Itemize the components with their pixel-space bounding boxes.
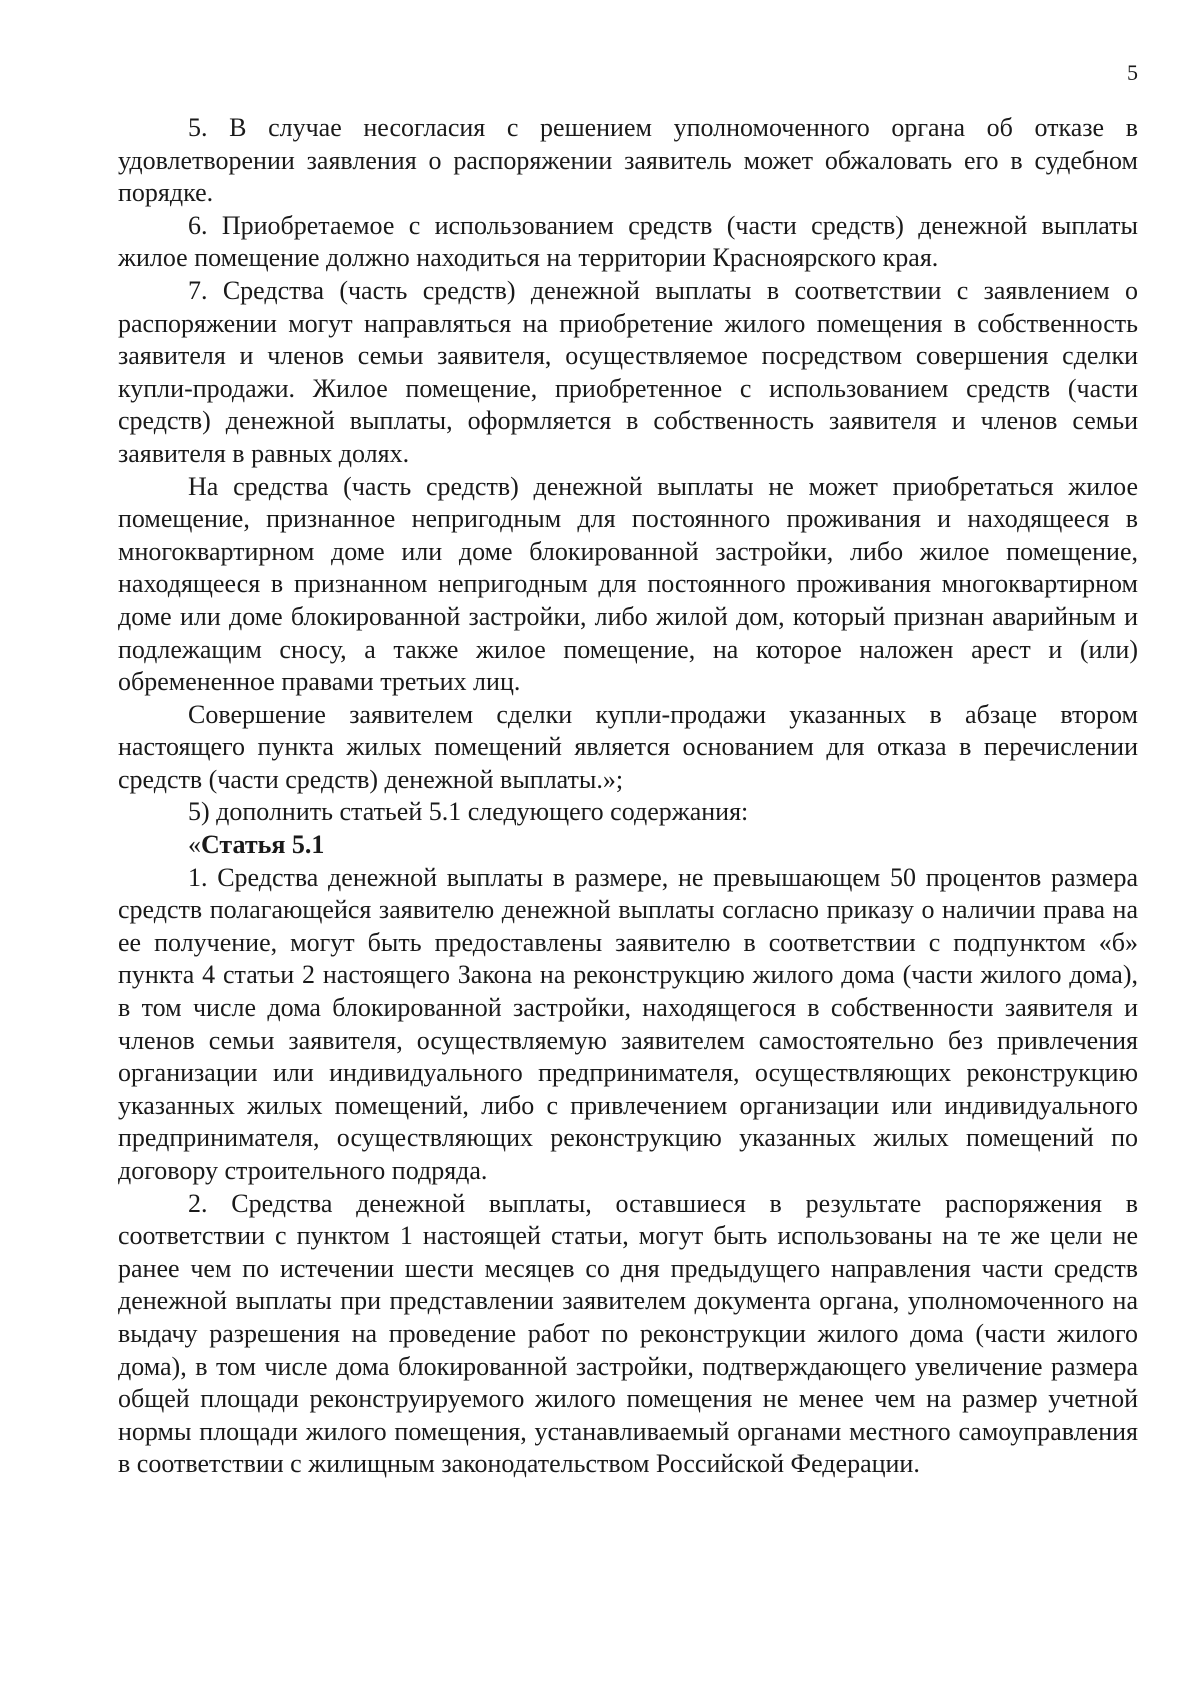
- article-heading: [118, 829, 1138, 862]
- paragraph-item-7: 7. Средства (часть средств) денежной выплаты в соответствии с заявлением о распоряжении могут направляться на приобретение жилого помещения в собственность заявителя и членов семьи заявителя, осуществляемое посредством совершения сделки купли-продажи. Жилое помещение, приобретенное с использованием средств (части средств) денежной выплаты, оформляется в собственность заявителя и членов семьи заявителя в равных долях.: [118, 275, 1138, 468]
- article-title: Статья 5.1: [201, 830, 325, 860]
- paragraph-prohibition: На средства (часть средств) денежной выплаты не может приобретаться жилое помещение, признанное непригодным для постоянного проживания и находящееся в многоквартирном доме или доме блокированной застройки, либо жилое помещение, находящееся в признанном непригодным для постоянного проживания многоквартирном доме или доме блокированной застройки, либо жилой дом, который признан аварийным и подлежащим сносу, а также жилое помещение, на которое наложен арест и (или) обремененное правами третьих лиц.: [118, 471, 1138, 697]
- article-paragraph-2: 2. Средства денежной выплаты, оставшиеся в результате распоряжения в соответствии с пунктом 1 настоящей статьи, могут быть использованы на те же цели не ранее чем по истечении шести месяцев со дня предыдущего направления части средств денежной выплаты при представлении заявителем документа органа, уполномоченного на выдачу разрешения на проведение работ по реконструкции жилого дома (части жилого дома), в том числе дома блокированной застройки, подтверждающего увеличение размера общей площади реконструируемого жилого помещения не менее чем на размер учетной нормы площади жилого помещения, устанавливаемый органами местного самоуправления в соответствии с жилищным законодательством Российской Федерации.: [118, 1188, 1138, 1479]
- paragraph-item-6: 6. Приобретаемое с использованием средств (части средств) денежной выплаты жилое помещение должно находиться на территории Красноярского края.: [118, 210, 1138, 273]
- paragraph-amendment-5: 5) дополнить статьей 5.1 следующего содержания:: [188, 797, 749, 827]
- page-number: 5: [1127, 60, 1138, 85]
- paragraph-refusal-basis: Совершение заявителем сделки купли-продажи указанных в абзаце втором настоящего пункта жилых помещений является основанием для отказа в перечислении средств (части средств) денежной выплаты.»;: [118, 699, 1138, 794]
- article-open-quote: «: [188, 830, 201, 860]
- article-paragraph-1: 1. Средства денежной выплаты в размере, не превышающем 50 процентов размера средств полагающейся заявителю денежной выплаты согласно приказу о наличии права на ее получение, могут быть предоставлены заявителю в соответствии с подпунктом «б» пункта 4 статьи 2 настоящего Закона на реконструкцию жилого дома (части жилого дома), в том числе дома блокированной застройки, находящегося в собственности заявителя и членов семьи заявителя, осуществляемую заявителем самостоятельно без привлечения организации или индивидуального предпринимателя, осуществляющих реконструкцию указанных жилых помещений, либо с привлечением организации или индивидуального предпринимателя, осуществляющих реконструкцию указанных жилых помещений по договору строительного подряда.: [118, 862, 1138, 1185]
- document-body: [118, 112, 1138, 1481]
- paragraph-item-5: 5. В случае несогласия с решением уполномоченного органа об отказе в удовлетворении заявления о распоряжении заявитель может обжаловать его в судебном порядке.: [118, 113, 1138, 208]
